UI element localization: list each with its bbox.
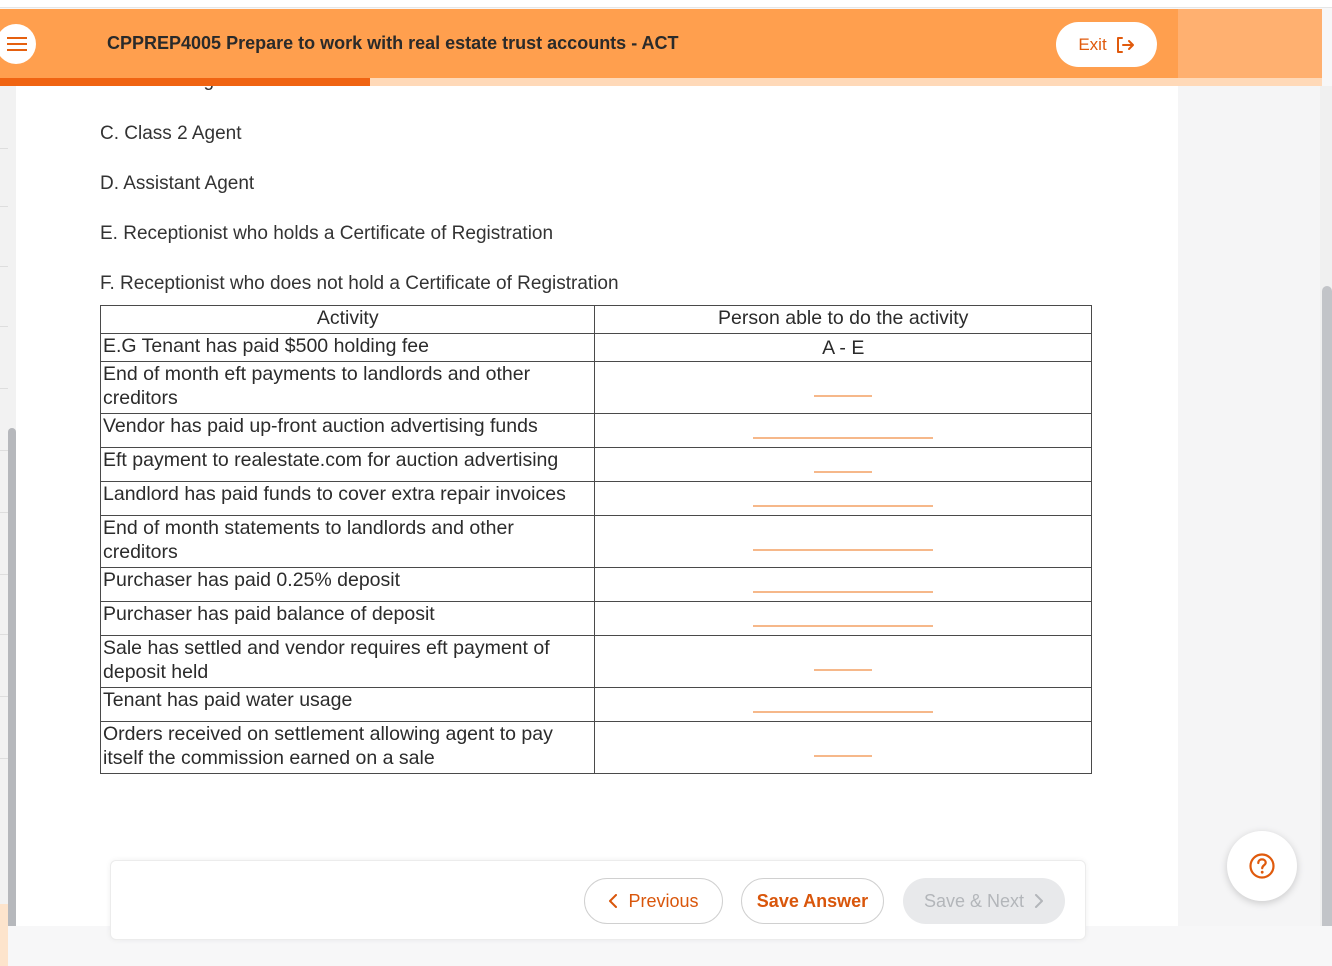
activity-cell: Vendor has paid up-front auction advertising funds <box>101 414 595 448</box>
table-row <box>101 516 1092 568</box>
column-header-activity: Activity <box>101 306 595 334</box>
table-header-row <box>101 306 1092 334</box>
answer-cell <box>595 568 1092 602</box>
exit-label: Exit <box>1078 34 1107 54</box>
save-and-next-label: Save & Next <box>923 890 1025 911</box>
table-row <box>101 688 1092 722</box>
hamburger-icon <box>7 37 27 39</box>
answer-dropzone[interactable] <box>753 591 933 593</box>
table-row <box>101 722 1092 774</box>
activity-cell: Eft payment to realestate.com for auction advertising <box>101 448 595 482</box>
browser-top-edge <box>0 0 1332 8</box>
save-and-next-button[interactable] <box>903 878 1065 924</box>
answer-cell <box>595 362 1092 414</box>
save-answer-label: Save Answer <box>756 890 869 911</box>
save-answer-button[interactable] <box>741 878 884 924</box>
course-title: CPPREP4005 Prepare to work with real estate trust accounts - ACT <box>107 33 679 53</box>
activity-cell: End of month eft payments to landlords and other creditors <box>101 362 595 414</box>
activity-cell: Sale has settled and vendor requires eft payment of deposit held <box>101 636 595 688</box>
option-d: D. Assistant Agent <box>100 173 255 194</box>
answer-dropzone[interactable] <box>753 549 933 551</box>
activity-cell: E.G Tenant has paid $500 holding fee <box>101 334 595 362</box>
answer-cell <box>595 414 1092 448</box>
answer-cell <box>595 688 1092 722</box>
exit-button[interactable] <box>1056 22 1157 67</box>
progress-bar-fill <box>0 78 370 86</box>
answer-cell: A - E <box>595 334 1092 362</box>
answer-dropzone[interactable] <box>753 711 933 713</box>
option-c: C. Class 2 Agent <box>100 123 242 144</box>
header-right-extension <box>1178 9 1322 78</box>
question-circle-icon <box>1248 852 1276 880</box>
activity-cell: Purchaser has paid balance of deposit <box>101 602 595 636</box>
answer-dropzone[interactable] <box>814 395 872 397</box>
answer-cell <box>595 636 1092 688</box>
answer-dropzone[interactable] <box>814 669 872 671</box>
answer-cell <box>595 602 1092 636</box>
table-row <box>101 334 1092 362</box>
activity-table <box>100 305 1092 774</box>
table-row <box>101 362 1092 414</box>
table-row <box>101 636 1092 688</box>
previous-label: Previous <box>628 890 699 911</box>
right-scrollbar-thumb[interactable] <box>1322 286 1332 926</box>
activity-cell: End of month statements to landlords and other creditors <box>101 516 595 568</box>
answer-dropzone[interactable] <box>753 625 933 627</box>
answer-cell <box>595 482 1092 516</box>
help-button[interactable] <box>1227 831 1297 901</box>
chevron-right-icon <box>1034 894 1044 908</box>
table-row <box>101 568 1092 602</box>
option-e: E. Receptionist who holds a Certificate of Registration <box>100 223 554 244</box>
answer-dropzone[interactable] <box>753 505 933 507</box>
exit-arrow-icon <box>1115 36 1135 54</box>
answer-dropzone[interactable] <box>753 437 933 439</box>
table-row <box>101 448 1092 482</box>
previous-button[interactable] <box>584 878 723 924</box>
table-row <box>101 482 1092 516</box>
answer-cell <box>595 722 1092 774</box>
table-row <box>101 602 1092 636</box>
activity-cell: Landlord has paid funds to cover extra repair invoices <box>101 482 595 516</box>
answer-cell <box>595 516 1092 568</box>
left-scrollbar[interactable] <box>8 428 16 926</box>
chevron-left-icon <box>608 894 618 908</box>
table-row <box>101 414 1092 448</box>
activity-cell: Purchaser has paid 0.25% deposit <box>101 568 595 602</box>
activity-cell: Orders received on settlement allowing agent to pay itself the commission earned on a sale <box>101 722 595 774</box>
right-background-panel <box>1178 86 1332 926</box>
option-f: F. Receptionist who does not hold a Certificate of Registration <box>100 273 619 294</box>
activity-cell: Tenant has paid water usage <box>101 688 595 722</box>
answer-cell <box>595 448 1092 482</box>
answer-dropzone[interactable] <box>814 755 872 757</box>
column-header-person: Person able to do the activity <box>595 306 1092 334</box>
answer-dropzone[interactable] <box>814 471 872 473</box>
